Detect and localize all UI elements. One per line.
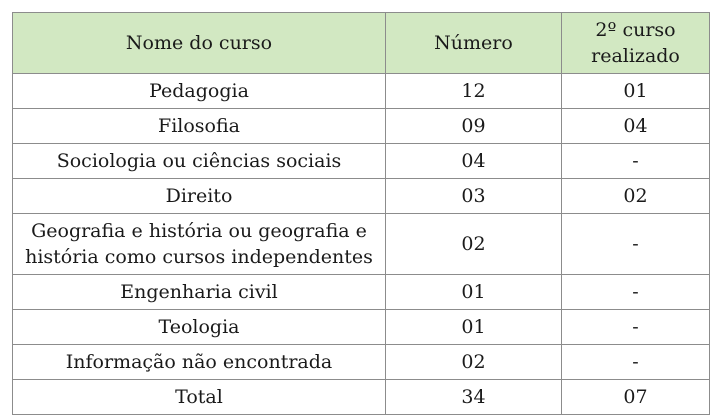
cell-second-course: - bbox=[562, 214, 710, 275]
cell-second-course: - bbox=[562, 275, 710, 310]
cell-course-name: Geografia e história ou geografia e história como cursos independentes bbox=[13, 214, 386, 275]
cell-number: 01 bbox=[386, 275, 562, 310]
table-row bbox=[13, 310, 710, 345]
header-course-name: Nome do curso bbox=[13, 13, 386, 74]
table-row bbox=[13, 214, 710, 275]
cell-course-name: Sociologia ou ciências sociais bbox=[13, 144, 386, 179]
cell-course-name: Direito bbox=[13, 179, 386, 214]
table-row bbox=[13, 109, 710, 144]
cell-second-course: - bbox=[562, 144, 710, 179]
table-row bbox=[13, 144, 710, 179]
cell-total-label: Total bbox=[13, 380, 386, 415]
table-row-total bbox=[13, 380, 710, 415]
cell-number: 02 bbox=[386, 345, 562, 380]
cell-number: 01 bbox=[386, 310, 562, 345]
cell-course-name: Informação não encontrada bbox=[13, 345, 386, 380]
header-row bbox=[13, 13, 710, 74]
cell-course-name: Engenharia civil bbox=[13, 275, 386, 310]
cell-number: 02 bbox=[386, 214, 562, 275]
table-row bbox=[13, 179, 710, 214]
cell-second-course: 02 bbox=[562, 179, 710, 214]
cell-second-course: - bbox=[562, 345, 710, 380]
table-row bbox=[13, 275, 710, 310]
cell-total-second-course: 07 bbox=[562, 380, 710, 415]
cell-second-course: - bbox=[562, 310, 710, 345]
cell-number: 12 bbox=[386, 74, 562, 109]
cell-course-name: Filosofia bbox=[13, 109, 386, 144]
table-row bbox=[13, 74, 710, 109]
cell-total-number: 34 bbox=[386, 380, 562, 415]
header-second-course: 2º curso realizado bbox=[562, 13, 710, 74]
cell-number: 03 bbox=[386, 179, 562, 214]
cell-second-course: 01 bbox=[562, 74, 710, 109]
course-table-container bbox=[12, 12, 710, 415]
cell-number: 09 bbox=[386, 109, 562, 144]
course-table bbox=[12, 12, 710, 415]
table-row bbox=[13, 345, 710, 380]
table-body bbox=[13, 74, 710, 415]
cell-course-name: Pedagogia bbox=[13, 74, 386, 109]
cell-number: 04 bbox=[386, 144, 562, 179]
table-header bbox=[13, 13, 710, 74]
cell-second-course: 04 bbox=[562, 109, 710, 144]
cell-course-name: Teologia bbox=[13, 310, 386, 345]
header-number: Número bbox=[386, 13, 562, 74]
